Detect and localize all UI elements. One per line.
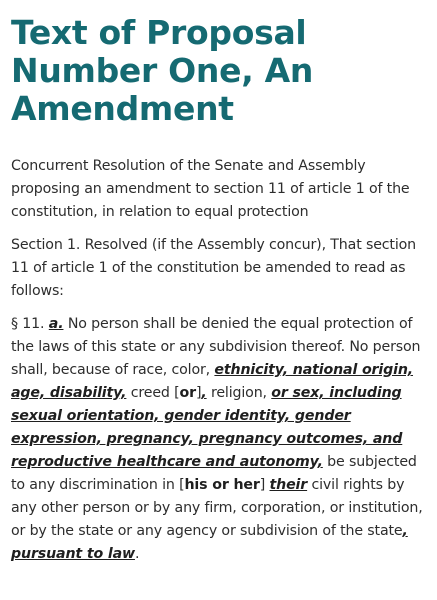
body-text: ] [259, 477, 270, 493]
inserted-text-their: their [269, 477, 308, 493]
page-title: Text of Proposal Number One, An Amendment [11, 13, 314, 128]
removed-text-or: or [179, 385, 196, 401]
body-text: ] [195, 385, 202, 401]
body-text: civil rights by any other person or by any firm, corporation, or institution, or by the state or any agency or subdivision of the state [11, 477, 423, 539]
inserted-text-pursuant-to-law: , pursuant to law [11, 523, 408, 562]
body-text: religion, [206, 385, 272, 401]
inserted-text-protected-classes: ethnicity, national origin, age, disability, [11, 362, 414, 401]
body-text: No person shall be denied the equal protection of the laws of this state or any subdivision thereof. No person shall, because of race, color, [11, 316, 421, 378]
removed-text-his-or-her: his or her [184, 477, 260, 493]
section-one-paragraph: Section 1. Resolved (if the Assembly concur), That section 11 of article 1 of the constitution be amended to read as follows: [11, 237, 417, 299]
body-text: . [134, 546, 140, 562]
inserted-text-sex-and-healthcare: or sex, including sexual orientation, gender identity, gender expression, pregnancy, pregnancy outcomes, and reproductive healthcare and autonomy, [11, 385, 403, 470]
inserted-text-comma: , [201, 385, 207, 401]
intro-paragraph: Concurrent Resolution of the Senate and Assembly proposing an amendment to section 11 of article 1 of the constitution, in relation to equal protection [11, 158, 410, 220]
body-text: creed [ [126, 385, 180, 401]
section-eleven-paragraph [11, 313, 427, 566]
body-text: be subjected to any discrimination in [ [11, 454, 417, 493]
inserted-text-subdivision-letter: a. [48, 316, 64, 332]
section-number: § 11. [11, 316, 49, 332]
